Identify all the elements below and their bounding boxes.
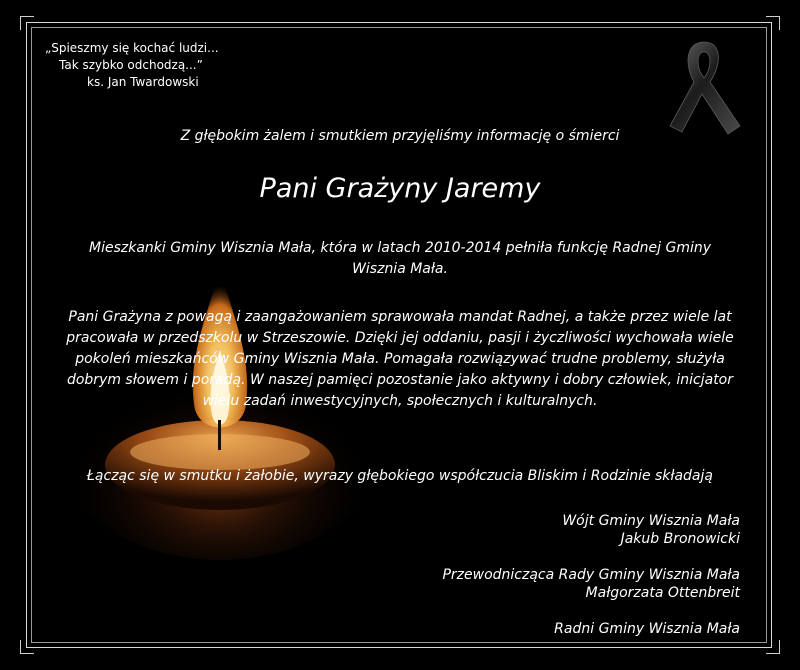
quote-line: Tak szybko odchodzą...”	[59, 58, 203, 72]
mourning-ribbon-icon	[664, 38, 746, 138]
intro-text: Z głębokim żalem i smutkiem przyjęliśmy informację o śmierci	[180, 128, 620, 144]
condolences-text: Łącząc się w smutku i żałobie, wyrazy głębokiego współczucia Bliskim i Rodzinie składają	[87, 468, 713, 484]
paragraph: Pani Grażyna z powagą i zaangażowaniem sprawowała mandat Radnej, a także przez wiele lat pracowała w przedszkolu w Strzeszowie. Dzięki jej oddaniu, pasji i życzliwości wychowała wiele pokoleń mieszkańców Gminy Wisznia Mała. Pomagała rozwiązywać trudne problemy, służyła dobrym słowem i poradą. W naszej pamięci pozostanie jako aktywny i dobry człowiek, inicjator wielu zadań inwestycyjnych, społecznych i kulturalnych.	[66, 309, 734, 409]
signature-block	[554, 620, 740, 638]
signature-name: Jakub Bronowicki	[620, 531, 740, 547]
quote-line: „Spieszmy się kochać ludzi...	[45, 41, 219, 55]
paragraph: Mieszkanki Gminy Wisznia Mała, która w latach 2010-2014 pełniła funkcję Radnej Gminy Wisznia Mała.	[88, 240, 712, 277]
signature-name: Małgorzata Ottenbreit	[585, 585, 740, 601]
signature-title: Radni Gminy Wisznia Mała	[554, 621, 740, 637]
deceased-name: Pani Grażyny Jaremy	[259, 173, 541, 204]
quote-block	[45, 40, 219, 91]
signature-title: Przewodnicząca Rady Gminy Wisznia Mała	[442, 567, 740, 583]
signature-block	[442, 566, 740, 602]
signature-title: Wójt Gminy Wisznia Mała	[562, 513, 740, 529]
quote-author: ks. Jan Twardowski	[87, 75, 199, 89]
signature-block	[562, 512, 740, 548]
